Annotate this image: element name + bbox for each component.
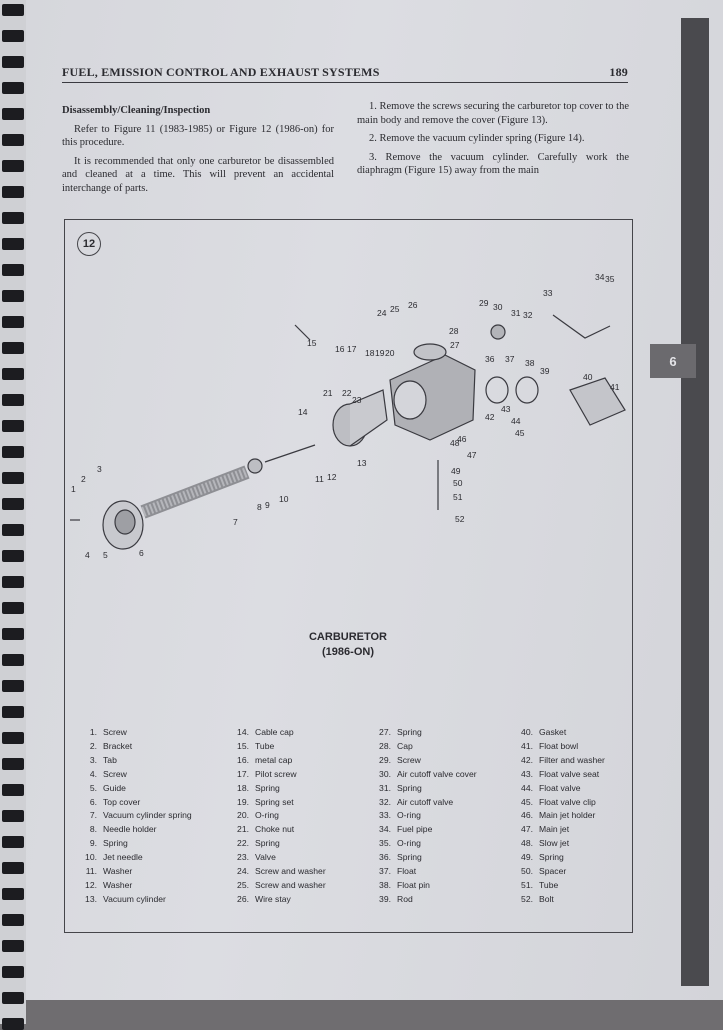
part-number: 25. <box>237 879 249 890</box>
part-name: metal cap <box>255 754 293 765</box>
part-item <box>511 768 625 782</box>
callout-label: 28 <box>449 326 459 336</box>
part-number: 48. <box>521 838 533 849</box>
callout-label: 25 <box>390 304 400 314</box>
part-number: 38. <box>379 879 391 890</box>
part-name: Float valve clip <box>539 796 596 807</box>
binding-coil <box>2 82 24 94</box>
part-number: 52. <box>521 893 533 904</box>
carburetor-bore <box>394 381 426 419</box>
callout-label: 18 <box>365 348 375 358</box>
part-item <box>369 768 511 782</box>
binding-coil <box>2 186 24 198</box>
part-number: 36. <box>379 852 391 863</box>
part-name: Spring set <box>255 796 294 807</box>
callout-label: 43 <box>501 404 511 414</box>
part-number: 39. <box>379 893 391 904</box>
binding-coil <box>2 602 24 614</box>
callout-label: 48 <box>450 438 460 448</box>
part-item <box>511 726 625 740</box>
binding-coil <box>2 498 24 510</box>
callout-label: 2 <box>81 474 86 484</box>
binding-coil <box>2 940 24 952</box>
part-name: Filter and washer <box>539 754 605 765</box>
part-item <box>227 782 369 796</box>
callout-label: 12 <box>327 472 337 482</box>
page-number: 189 <box>609 65 628 79</box>
part-number: 1. <box>89 727 97 737</box>
part-number: 16. <box>237 754 249 765</box>
part-item <box>369 837 511 851</box>
callout-label: 20 <box>385 348 395 358</box>
part-number: 2. <box>89 740 97 751</box>
binding-coil <box>2 628 24 640</box>
part-number: 32. <box>379 796 391 807</box>
part-number: 6. <box>89 796 97 807</box>
binding-coil <box>2 810 24 822</box>
part-name: Rod <box>397 893 413 904</box>
part-number: 51. <box>521 879 533 890</box>
callout-label: 46 <box>457 434 467 444</box>
part-name: Air cutoff valve cover <box>397 768 477 779</box>
part-item <box>227 809 369 823</box>
part-number: 28. <box>379 740 391 751</box>
part-number: 31. <box>379 782 391 793</box>
air-cutoff-cover <box>491 325 505 339</box>
part-item <box>369 726 511 740</box>
callout-label: 1 <box>71 484 76 494</box>
callout-label: 7 <box>233 517 238 527</box>
part-name: Top cover <box>103 796 141 807</box>
part-name: Tube <box>539 879 559 890</box>
callout-label: 38 <box>525 358 535 368</box>
binding-coil <box>2 56 24 68</box>
part-item <box>369 879 511 893</box>
callout-label: 6 <box>139 548 144 558</box>
needle-holder-shape <box>248 459 262 473</box>
callout-label: 21 <box>323 388 333 398</box>
right-text-column <box>357 100 629 183</box>
part-name: Needle holder <box>103 824 157 835</box>
callout-label: 5 <box>103 550 108 560</box>
part-number: 43. <box>521 768 533 779</box>
callout-label: 50 <box>453 478 463 488</box>
part-number: 10. <box>85 852 97 863</box>
part-name: Guide <box>103 782 126 793</box>
part-number: 13. <box>85 893 97 904</box>
binding-coil <box>2 4 24 16</box>
callout-label: 34 <box>595 272 605 282</box>
part-item <box>511 865 625 879</box>
part-item <box>75 726 227 740</box>
procedure-step: 3. Remove the vacuum cylinder. Carefully work the diaphragm (Figure 15) away from the main <box>357 151 629 176</box>
caption-subtitle: (1986-ON) <box>322 646 374 658</box>
part-name: O-ring <box>397 810 421 821</box>
part-number: 29. <box>379 754 391 765</box>
part-number: 14. <box>237 727 249 737</box>
part-name: Spring <box>255 782 280 793</box>
callout-label: 33 <box>543 288 553 298</box>
callout-label: 44 <box>511 416 521 426</box>
part-name: Spring <box>103 838 128 849</box>
part-name: Bracket <box>103 740 133 751</box>
part-item <box>369 851 511 865</box>
binding-coil <box>2 368 24 380</box>
procedure-step: 2. Remove the vacuum cylinder spring (Figure 14). <box>369 133 585 144</box>
callout-label: 26 <box>408 300 418 310</box>
part-name: Jet needle <box>103 852 143 863</box>
callout-label: 49 <box>451 466 461 476</box>
part-number: 18. <box>237 782 249 793</box>
part-name: Washer <box>103 866 133 877</box>
part-number: 44. <box>521 782 533 793</box>
part-name: Washer <box>103 879 133 890</box>
part-item <box>511 837 625 851</box>
callout-label: 10 <box>279 494 289 504</box>
part-name: Vacuum cylinder spring <box>103 810 192 821</box>
part-name: Float valve <box>539 782 581 793</box>
part-name: Main jet <box>539 824 570 835</box>
part-name: Valve <box>255 852 276 863</box>
part-item <box>511 782 625 796</box>
callout-label: 29 <box>479 298 489 308</box>
callout-label: 47 <box>467 450 477 460</box>
part-item <box>227 865 369 879</box>
part-number: 22. <box>237 838 249 849</box>
part-name: Cable cap <box>255 727 294 737</box>
part-number: 8. <box>89 824 97 835</box>
part-item <box>511 740 625 754</box>
part-name: Choke nut <box>255 824 295 835</box>
carburetor-top-port <box>414 344 446 360</box>
callout-label: 37 <box>505 354 515 364</box>
callout-label: 9 <box>265 500 270 510</box>
part-name: Wire stay <box>255 893 291 904</box>
part-number: 12. <box>85 879 97 890</box>
callout-label: 32 <box>523 310 533 320</box>
callout-label: 45 <box>515 428 525 438</box>
part-number: 37. <box>379 866 391 877</box>
binding-coil <box>2 784 24 796</box>
callout-label: 52 <box>455 514 465 524</box>
part-item <box>227 851 369 865</box>
part-name: Main jet holder <box>539 810 596 821</box>
part-item <box>369 740 511 754</box>
binding-coil <box>2 420 24 432</box>
part-number: 20. <box>237 810 249 821</box>
part-number: 17. <box>237 768 249 779</box>
float-right <box>516 377 538 403</box>
callout-label: 16 <box>335 344 345 354</box>
binding-coil <box>2 212 24 224</box>
part-number: 19. <box>237 796 249 807</box>
part-name: Fuel pipe <box>397 824 433 835</box>
part-name: Tube <box>255 740 275 751</box>
callout-label: 3 <box>97 464 102 474</box>
caption-title: CARBURETOR <box>308 631 388 643</box>
part-item <box>227 823 369 837</box>
part-name: Float valve seat <box>539 768 600 779</box>
part-name: Spring <box>397 852 422 863</box>
running-header <box>62 65 628 83</box>
procedure-step: 1. Remove the screws securing the carburetor top cover to the main body and remove the cover (Figure 13). <box>357 101 629 126</box>
callout-label: 30 <box>493 302 503 312</box>
binding-coil <box>2 342 24 354</box>
binding-coil <box>2 160 24 172</box>
part-name: Spring <box>539 852 564 863</box>
binding-coil <box>2 966 24 978</box>
part-item <box>227 768 369 782</box>
callout-label: 11 <box>315 474 324 484</box>
binding-coil <box>2 836 24 848</box>
part-item <box>75 740 227 754</box>
part-number: 33. <box>379 810 391 821</box>
part-number: 41. <box>521 740 533 751</box>
binding-coil <box>2 108 24 120</box>
part-number: 46. <box>521 810 533 821</box>
paragraph: It is recommended that only one carburetor be disassembled and cleaned at a time. This will prevent an accidental interchange of parts. <box>62 155 334 194</box>
part-item <box>511 893 625 907</box>
part-number: 30. <box>379 768 391 779</box>
callout-label: 19 <box>375 348 385 358</box>
jet-needle-shape <box>265 445 315 462</box>
part-name: Screw <box>103 727 127 737</box>
callout-label: 23 <box>352 395 362 405</box>
float-left <box>486 377 508 403</box>
part-name: O-ring <box>397 838 421 849</box>
section-title: Disassembly/Cleaning/Inspection <box>62 105 211 116</box>
part-item <box>511 879 625 893</box>
part-number: 42. <box>521 754 533 765</box>
part-name: Air cutoff valve <box>397 796 454 807</box>
part-number: 7. <box>89 810 97 821</box>
part-name: Float <box>397 866 417 877</box>
binding-coil <box>2 264 24 276</box>
binding-coil <box>2 758 24 770</box>
part-item <box>369 754 511 768</box>
callout-label: 35 <box>605 274 615 284</box>
binding-coil <box>2 134 24 146</box>
binding-coil <box>2 238 24 250</box>
binding-coil <box>2 394 24 406</box>
part-number: 3. <box>89 754 97 765</box>
part-number: 5. <box>89 782 97 793</box>
part-item <box>227 726 369 740</box>
left-text-column <box>62 104 334 200</box>
part-number: 47. <box>521 824 533 835</box>
part-item <box>75 893 227 907</box>
binding-coil <box>2 550 24 562</box>
callout-label: 13 <box>357 458 367 468</box>
part-item <box>227 879 369 893</box>
callout-label: 36 <box>485 354 495 364</box>
part-name: Float pin <box>397 879 430 890</box>
part-number: 35. <box>379 838 391 849</box>
figure-caption <box>65 630 631 660</box>
callout-label: 22 <box>342 388 352 398</box>
figure-box <box>64 219 633 933</box>
part-number: 49. <box>521 852 533 863</box>
part-number: 4. <box>89 768 97 779</box>
callout-label: 15 <box>307 338 317 348</box>
callout-label: 8 <box>257 502 262 512</box>
part-name: Screw and washer <box>255 879 326 890</box>
binding-coil <box>2 706 24 718</box>
binding-coil <box>2 992 24 1004</box>
fuel-pipe-rod <box>553 315 610 338</box>
callout-label: 4 <box>85 550 90 560</box>
part-item <box>511 823 625 837</box>
part-name: Screw and washer <box>255 866 326 877</box>
binding-coil <box>2 316 24 328</box>
binding-coil <box>2 680 24 692</box>
part-item <box>511 754 625 768</box>
part-item <box>75 768 227 782</box>
binding-coil <box>2 732 24 744</box>
part-name: Slow jet <box>539 838 570 849</box>
header-title: FUEL, EMISSION CONTROL AND EXHAUST SYSTEMS <box>62 65 380 79</box>
exploded-carburetor-diagram <box>65 260 631 560</box>
part-number: 15. <box>237 740 249 751</box>
part-number: 26. <box>237 893 249 904</box>
callout-label: 31 <box>511 308 521 318</box>
binding-coil <box>2 576 24 588</box>
part-number: 23. <box>237 852 249 863</box>
part-number: 27. <box>379 727 391 737</box>
part-item <box>75 837 227 851</box>
callout-label: 40 <box>583 372 593 382</box>
callout-label: 17 <box>347 344 357 354</box>
part-item <box>75 796 227 810</box>
part-item <box>511 809 625 823</box>
part-number: 21. <box>237 824 249 835</box>
part-item <box>75 851 227 865</box>
part-item <box>369 893 511 907</box>
part-number: 50. <box>521 866 533 877</box>
parts-list <box>75 726 625 907</box>
part-item <box>369 782 511 796</box>
part-item <box>227 796 369 810</box>
part-name: Cap <box>397 740 413 751</box>
part-number: 40. <box>521 727 533 737</box>
part-number: 11. <box>85 866 97 877</box>
part-item <box>75 754 227 768</box>
part-item <box>511 851 625 865</box>
binding-coil <box>2 30 24 42</box>
part-item <box>75 865 227 879</box>
part-name: Pilot screw <box>255 768 297 779</box>
part-name: Spring <box>397 782 422 793</box>
binding-coil <box>2 654 24 666</box>
chapter-tab: 6 <box>650 344 696 378</box>
part-item <box>369 865 511 879</box>
callout-label: 51 <box>453 492 463 502</box>
part-name: Spacer <box>539 866 567 877</box>
part-number: 24. <box>237 866 249 877</box>
callout-label: 27 <box>450 340 460 350</box>
binding-coil <box>2 446 24 458</box>
part-number: 45. <box>521 796 533 807</box>
part-item <box>75 809 227 823</box>
part-name: Screw <box>103 768 127 779</box>
part-item <box>369 796 511 810</box>
figure-number: 12 <box>77 232 101 256</box>
callout-label: 42 <box>485 412 495 422</box>
binding-coil <box>2 862 24 874</box>
binding-coil <box>2 290 24 302</box>
part-name: Tab <box>103 754 117 765</box>
part-name: Spring <box>397 727 422 737</box>
part-item <box>75 879 227 893</box>
binding-coil <box>2 524 24 536</box>
binding-coil <box>2 914 24 926</box>
binding-coil <box>2 1018 24 1030</box>
part-item <box>227 893 369 907</box>
callout-label: 41 <box>610 382 620 392</box>
part-name: Screw <box>397 754 421 765</box>
part-item <box>227 740 369 754</box>
part-item <box>227 754 369 768</box>
part-item <box>369 809 511 823</box>
part-name: Gasket <box>539 727 567 737</box>
part-item <box>369 823 511 837</box>
part-name: O-ring <box>255 810 279 821</box>
part-item <box>227 837 369 851</box>
spiral-binding <box>0 0 26 1024</box>
top-cover-cap <box>115 510 135 534</box>
paragraph: Refer to Figure 11 (1983-1985) or Figure 12 (1986-on) for this procedure. <box>62 123 334 148</box>
part-item <box>75 823 227 837</box>
part-name: Bolt <box>539 893 554 904</box>
callout-label: 24 <box>377 308 387 318</box>
part-name: Spring <box>255 838 280 849</box>
part-number: 34. <box>379 824 391 835</box>
binding-coil <box>2 888 24 900</box>
part-number: 9. <box>89 838 97 849</box>
part-item <box>511 796 625 810</box>
callout-label: 14 <box>298 407 308 417</box>
chapter-thumb-strip <box>681 18 709 986</box>
part-name: Float bowl <box>539 740 579 751</box>
part-name: Vacuum cylinder <box>103 893 166 904</box>
binding-coil <box>2 472 24 484</box>
callout-label: 39 <box>540 366 550 376</box>
part-item <box>75 782 227 796</box>
